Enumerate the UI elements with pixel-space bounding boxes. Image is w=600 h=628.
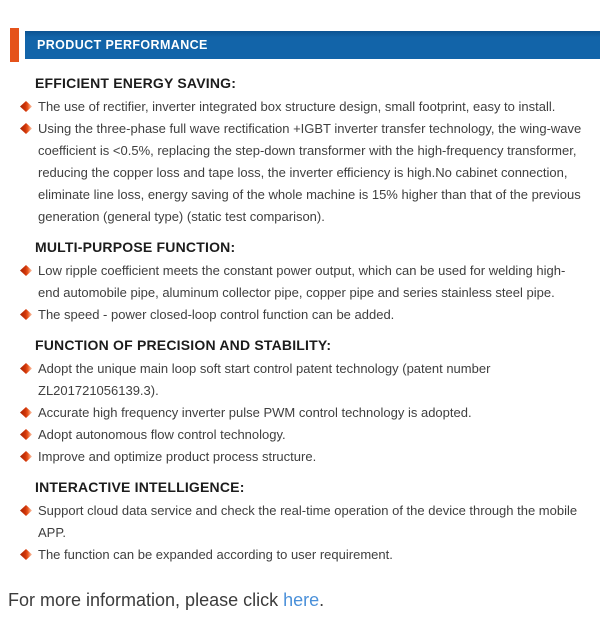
page [0, 28, 600, 611]
header-title-bar [25, 31, 600, 59]
section-heading: EFFICIENT ENERGY SAVING: [35, 75, 237, 91]
list-item [20, 500, 586, 544]
diamond-bullet-icon [20, 429, 32, 440]
diamond-bullet-icon [20, 407, 32, 418]
footer-text: For more information, please click [8, 590, 284, 610]
diamond-bullet-icon [20, 309, 32, 320]
section-heading: MULTI-PURPOSE FUNCTION: [35, 239, 236, 255]
diamond-bullet-icon [20, 123, 32, 134]
list-item [20, 304, 586, 326]
list-item-text: Accurate high frequency inverter pulse PWM control technology is adopted. [38, 405, 472, 420]
list-item [20, 424, 586, 446]
list-item-text: Using the three-phase full wave rectification +IGBT inverter transfer technology, the wing-wave coefficient is <0.5%, replacing the step-down transformer with the high-frequency transformer, reducing the copper loss and tape loss, the inverter efficiency is high.No cabinet connection, eliminate line loss, energy saving of the whole machine is 15% higher than that of the previous generation (general type) (static test comparison). [38, 121, 582, 224]
list-item-text: Improve and optimize product process structure. [38, 449, 317, 464]
section-heading: INTERACTIVE INTELLIGENCE: [35, 479, 245, 495]
list-item [20, 96, 586, 118]
list-item-text: Adopt autonomous flow control technology. [38, 427, 286, 442]
content-area [0, 75, 600, 566]
diamond-bullet-icon [20, 549, 32, 560]
section-efficient-energy-saving [0, 75, 600, 228]
section-heading: FUNCTION OF PRECISION AND STABILITY: [35, 337, 332, 353]
list-item [20, 402, 586, 424]
orange-accent-block [10, 28, 19, 62]
list-item [20, 446, 586, 468]
section-precision-and-stability [0, 337, 600, 468]
bullet-list [0, 260, 600, 326]
here-link[interactable]: here [283, 590, 320, 610]
list-item [20, 260, 586, 304]
bullet-list [0, 96, 600, 228]
page-title: PRODUCT PERFORMANCE [37, 38, 208, 52]
list-item-text: The use of rectifier, inverter integrated box structure design, small footprint, easy to install. [38, 99, 556, 114]
list-item-text: The function can be expanded according to user requirement. [38, 547, 393, 562]
bullet-list [0, 358, 600, 468]
section-header-bar [0, 28, 600, 62]
diamond-bullet-icon [20, 451, 32, 462]
list-item-text: Low ripple coefficient meets the constant power output, which can be used for welding high-end automobile pipe, aluminum collector pipe, copper pipe and series stainless steel pipe. [38, 263, 566, 300]
diamond-bullet-icon [20, 265, 32, 276]
section-multi-purpose-function [0, 239, 600, 326]
diamond-bullet-icon [20, 101, 32, 112]
diamond-bullet-icon [20, 363, 32, 374]
list-item [20, 544, 586, 566]
list-item-text: Adopt the unique main loop soft start control patent technology (patent number ZL201721056139.3). [38, 361, 491, 398]
footer-text-period: . [319, 590, 325, 610]
bullet-list [0, 500, 600, 566]
list-item [20, 358, 586, 402]
section-interactive-intelligence [0, 479, 600, 566]
list-item-text: The speed - power closed-loop control function can be added. [38, 307, 395, 322]
diamond-bullet-icon [20, 505, 32, 516]
list-item-text: Support cloud data service and check the real-time operation of the device through the mobile APP. [38, 503, 578, 540]
list-item [20, 118, 586, 228]
footer-note [8, 590, 600, 611]
